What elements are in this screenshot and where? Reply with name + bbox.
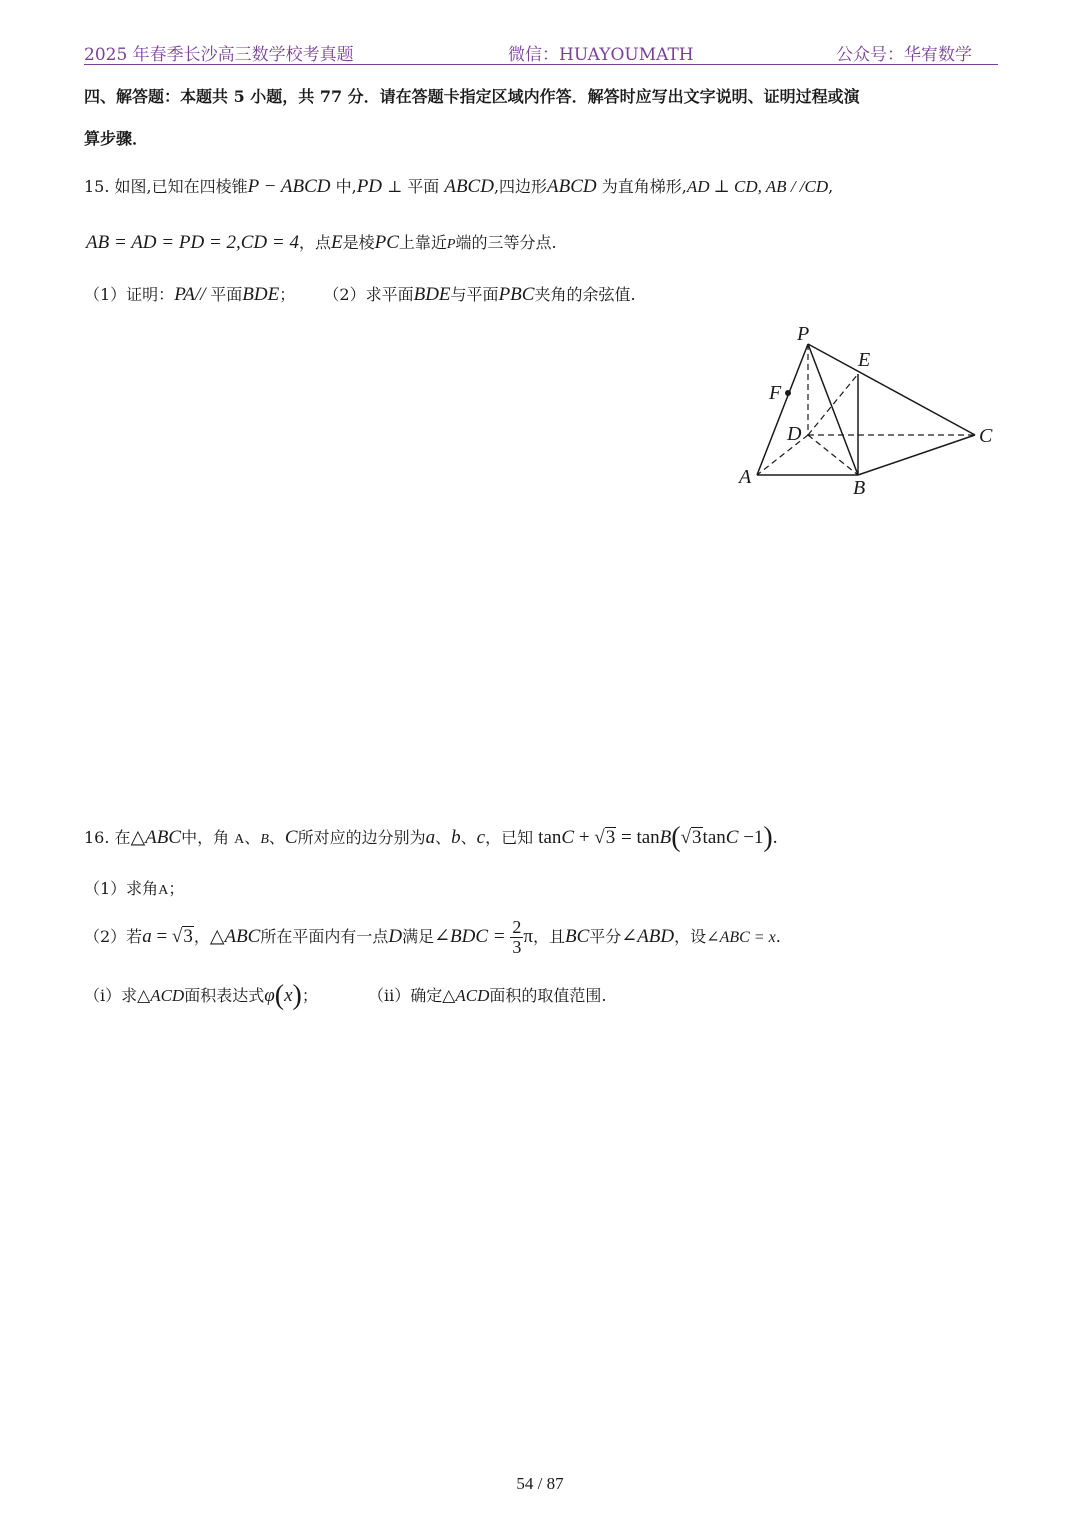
q16-number: 16. xyxy=(84,828,110,847)
section-heading-line2: 算步骤． xyxy=(84,129,149,148)
header-center: 微信：HUAYOUMATH xyxy=(508,45,694,65)
q16-subparts: （i）求△ACD面积表达式φ(x)； （ii）确定△ACD面积的取值范围. xyxy=(84,980,607,1011)
section-heading-line1: 四、解答题：本题共 5 小题，共 77 分．请在答题卡指定区域内作答．解答时应写出文字说明、证明过程或演 xyxy=(84,87,860,106)
page-number: 54 / 87 xyxy=(516,1474,564,1493)
label-B: B xyxy=(853,477,866,499)
point-F xyxy=(785,390,791,396)
label-E: E xyxy=(858,349,871,371)
header-left: 2025 年春季长沙高三数学校考真题 xyxy=(84,45,354,65)
fraction-2-3: $\frac{2}{3}$ xyxy=(512,917,522,957)
header-rule xyxy=(84,64,998,65)
label-P: P xyxy=(797,323,810,345)
q16-line1: 16. 在△ABC中，角 A、B、C所对应的边分别为a、b、c，已知 tanC + √3 = tanB(√3tanC −1). xyxy=(84,822,778,853)
edge-PC xyxy=(808,344,975,435)
header-right: 公众号：华宥数学 xyxy=(836,45,972,65)
q15-parts: （1）证明：PA// 平面BDE； （2）求平面BDE与平面PBC夹角的余弦值. xyxy=(84,284,636,305)
q16-part2: （2）若a = √3，△ABC所在平面内有一点D满足∠BDC = $\frac{2}{3}$ π，且BC平分∠ABD，设∠ABC = x. xyxy=(84,917,781,957)
edge-BC xyxy=(858,435,975,475)
q16-part1: （1）求角A； xyxy=(84,879,185,898)
label-F: F xyxy=(769,382,782,404)
label-D: D xyxy=(787,423,802,445)
pyramid-figure xyxy=(735,322,1010,502)
edge-DE-dashed xyxy=(808,374,858,435)
q15-number: 15. xyxy=(84,177,110,196)
label-C: C xyxy=(979,425,993,447)
q15-line2: AB = AD = PD = 2,CD = 4，点E是棱PC上靠近P端的三等分点. xyxy=(86,232,557,253)
q15-line1: 15. 如图,已知在四棱锥P − ABCD 中,PD ⊥ 平面 ABCD,四边形ABCD 为直角梯形,AD ⊥ CD, AB / /CD, xyxy=(84,176,834,197)
label-A: A xyxy=(739,466,752,488)
